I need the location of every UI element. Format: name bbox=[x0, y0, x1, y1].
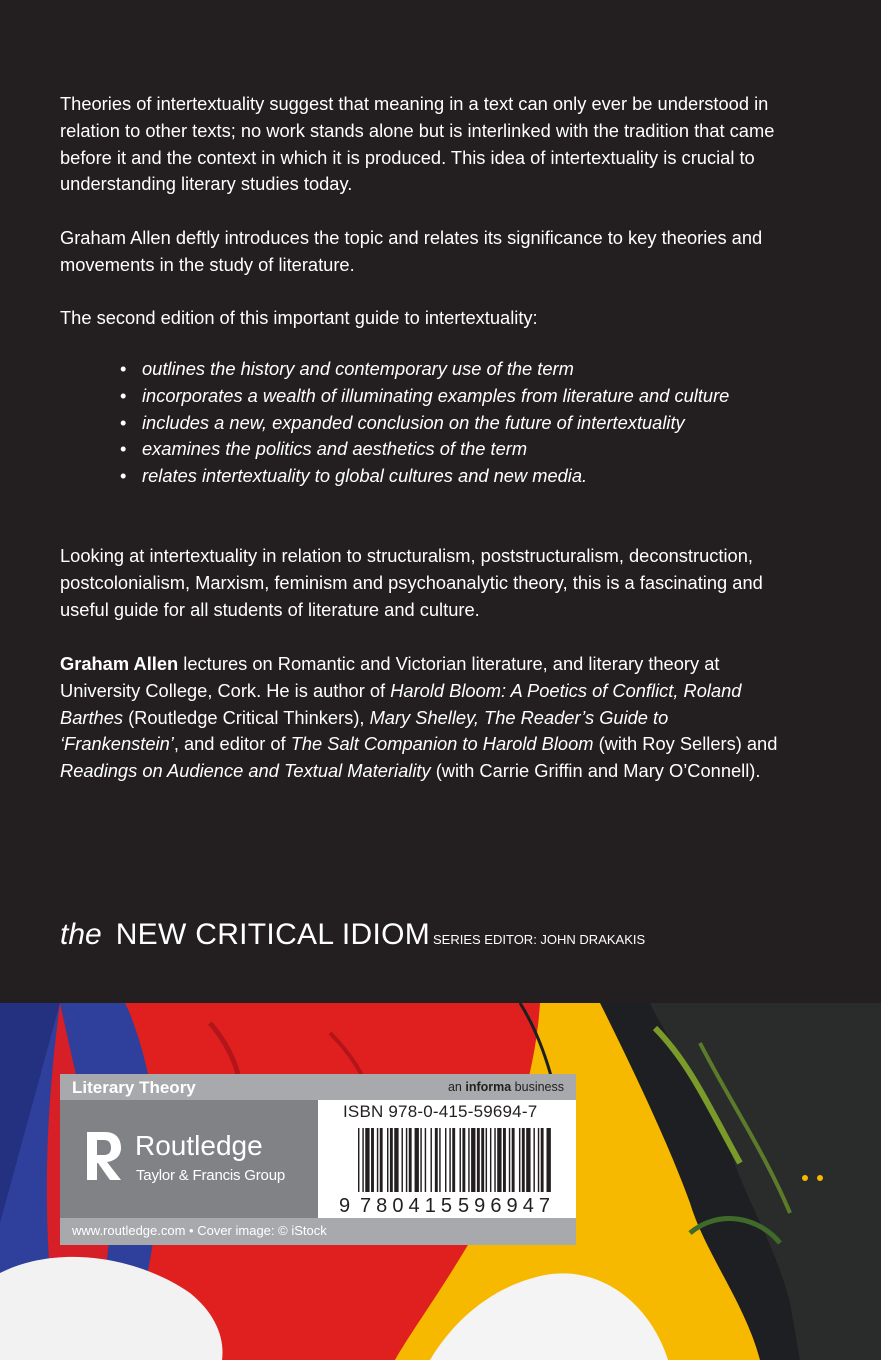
feature-list-item: • includes a new, expanded conclusion on the future of intertextuality bbox=[120, 410, 820, 437]
barcode-bar bbox=[431, 1128, 432, 1192]
publisher-footer: www.routledge.com • Cover image: © iStock bbox=[72, 1223, 327, 1238]
barcode-bar bbox=[371, 1128, 374, 1192]
barcode-bar bbox=[460, 1128, 461, 1192]
barcode-bar bbox=[402, 1128, 403, 1192]
barcode-bar bbox=[533, 1128, 534, 1192]
barcode-bar bbox=[445, 1128, 446, 1192]
barcode-bar bbox=[497, 1128, 501, 1192]
barcode-bar bbox=[509, 1128, 510, 1192]
author-bio-text: , and editor of bbox=[173, 733, 291, 755]
book-title: Readings on Audience and Textual Materiality bbox=[60, 760, 431, 782]
author-bio-text: (with Roy Sellers) and bbox=[593, 733, 778, 755]
barcode-bar bbox=[387, 1128, 388, 1192]
barcode-bar bbox=[394, 1128, 398, 1192]
barcode-bar bbox=[522, 1128, 525, 1192]
barcode-icon bbox=[318, 1100, 576, 1218]
barcode-digit-prefix: 9 bbox=[339, 1195, 351, 1217]
blurb-paragraph-4: Looking at intertextuality in relation to structuralism, poststructuralism, deconstruction, postcolonialism, Marxism, feminism and psychoanalytic theory, this is a fascinating and useful guide for all students of literature and culture. bbox=[60, 545, 763, 620]
book-title: Harold Bloom: A Poetics of Conflict, bbox=[390, 679, 679, 701]
series-name: NEW CRITICAL IDIOM bbox=[115, 918, 431, 951]
routledge-logo bbox=[60, 1100, 318, 1218]
feature-list-item: • outlines the history and contemporary use of the term bbox=[120, 356, 820, 383]
barcode-bar bbox=[538, 1128, 539, 1192]
barcode-bar bbox=[462, 1128, 465, 1192]
blurb-paragraph-2: Graham Allen deftly introduces the topic and relates its significance to key theories and movements in the study of literature. bbox=[60, 227, 763, 275]
publisher-name: Routledge bbox=[135, 1130, 263, 1161]
author-bio-text: lectures on Romantic and Victorian literature, and literary theory at University College, Cork. He is author of bbox=[60, 653, 720, 701]
barcode-bar bbox=[390, 1128, 393, 1192]
author-bio-text: (with Carrie Griffin and Mary O’Connell). bbox=[430, 760, 761, 782]
barcode-box bbox=[318, 1100, 576, 1218]
barcode-bar bbox=[362, 1128, 363, 1192]
barcode-bar bbox=[512, 1128, 515, 1192]
barcode-bar bbox=[425, 1128, 426, 1192]
barcode-bar bbox=[526, 1128, 530, 1192]
feature-list-item: • incorporates a wealth of illuminating examples from literature and culture bbox=[120, 383, 820, 410]
barcode-digit-group-2: 596947 bbox=[458, 1195, 550, 1217]
barcode-bar bbox=[547, 1128, 551, 1192]
barcode-bar bbox=[377, 1128, 378, 1192]
barcode-bar bbox=[420, 1128, 421, 1192]
barcode-bar bbox=[519, 1128, 520, 1192]
publisher-group: Taylor & Francis Group bbox=[136, 1167, 285, 1184]
barcode-bar bbox=[494, 1128, 495, 1192]
feature-list-item: • relates intertextuality to global cultures and new media. bbox=[120, 463, 820, 490]
barcode-bar bbox=[503, 1128, 506, 1192]
barcode-bar bbox=[415, 1128, 419, 1192]
barcode-bar bbox=[490, 1128, 491, 1192]
author-bio-text: (Routledge Critical Thinkers), bbox=[123, 706, 370, 728]
feature-list-item: • examines the politics and aesthetics of the term bbox=[120, 436, 820, 463]
blurb-paragraph-1: Theories of intertextuality suggest that meaning in a text can only ever be understood in relation to other texts; no work stands alone but is interlinked with the tradition that came before it and the context in which it is produced. This idea of intertextuality is crucial to understanding literary studies today. bbox=[60, 93, 775, 195]
author-name: Graham Allen bbox=[60, 653, 179, 674]
barcode-bar bbox=[435, 1128, 438, 1192]
barcode-bar bbox=[541, 1128, 544, 1192]
book-title: Mary Shelley, The Reader’s Guide to ‘Frankenstein’ bbox=[60, 706, 669, 755]
book-title: The Salt Companion to Harold Bloom bbox=[290, 733, 594, 755]
barcode-bar bbox=[380, 1128, 383, 1192]
barcode-bar bbox=[471, 1128, 475, 1192]
barcode-bar bbox=[477, 1128, 480, 1192]
author-bio bbox=[60, 651, 780, 785]
informa-tagline bbox=[448, 1080, 564, 1094]
informa-wordmark: informa bbox=[465, 1080, 512, 1094]
barcode-bar bbox=[358, 1128, 359, 1192]
barcode-bar bbox=[481, 1128, 484, 1192]
barcode-bar bbox=[468, 1128, 469, 1192]
informa-prefix: an bbox=[447, 1080, 466, 1094]
book-title: Roland Barthes bbox=[60, 679, 742, 728]
series-line bbox=[60, 918, 645, 952]
series-the: the bbox=[60, 918, 102, 951]
barcode-bar bbox=[449, 1128, 450, 1192]
barcode-bar bbox=[406, 1128, 407, 1192]
barcode-bar bbox=[439, 1128, 440, 1192]
category-label: Literary Theory bbox=[72, 1078, 196, 1097]
routledge-r-logo-icon bbox=[81, 1128, 125, 1184]
barcode-digit-group-1: 780415 bbox=[360, 1195, 452, 1217]
barcode-bar bbox=[452, 1128, 455, 1192]
informa-suffix: business bbox=[511, 1080, 564, 1094]
barcode-bar bbox=[365, 1128, 369, 1192]
series-editor: SERIES EDITOR: JOHN DRAKAKIS bbox=[433, 932, 646, 947]
barcode-bar bbox=[409, 1128, 412, 1192]
isbn-label: ISBN 978-0-415-59694-7 bbox=[343, 1102, 538, 1121]
blurb-paragraph-3: The second edition of this important guide to intertextuality: bbox=[60, 307, 538, 328]
barcode-bar bbox=[486, 1128, 487, 1192]
publisher-panel bbox=[60, 1074, 576, 1245]
feature-list bbox=[120, 356, 820, 490]
